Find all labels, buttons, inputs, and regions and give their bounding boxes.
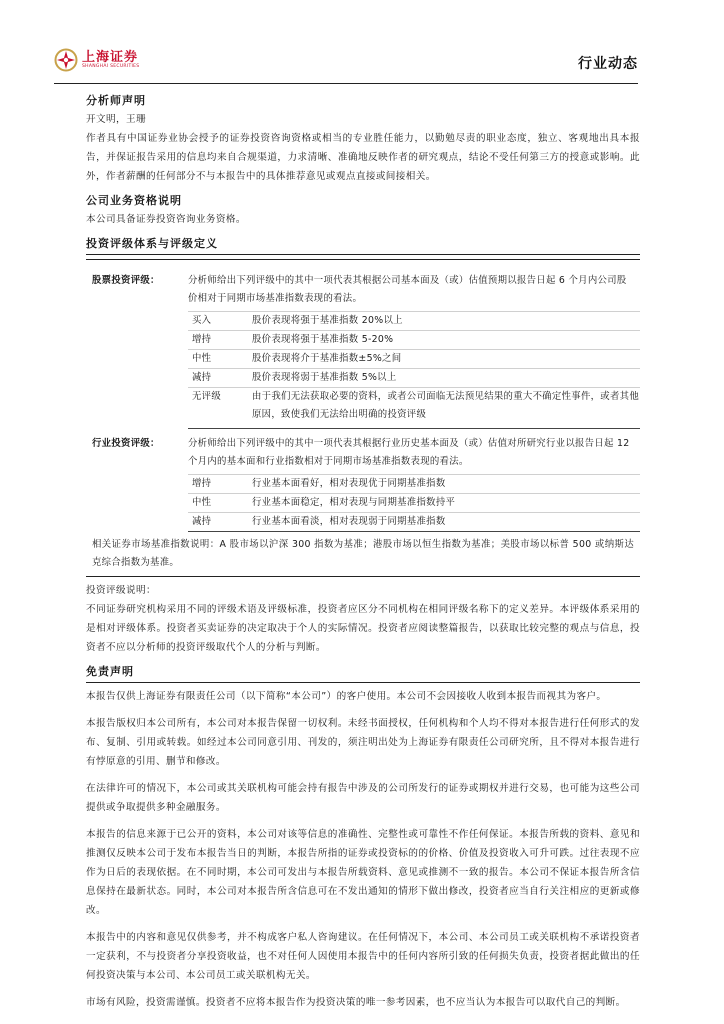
industry-rating-row (86, 429, 640, 475)
stock-grade-desc: 股价表现将弱于基准指数 5%以上 (252, 369, 640, 388)
industry-rating-description: 分析师给出下列评级中的其中一项代表其根据行业历史基本面及（或）估值对所研究行业以报告日起 12 个月内的基本面和行业指数相对于同期市场基准指数表现的看法。 (188, 429, 640, 475)
disclaimer-paragraph: 本报告仅供上海证券有限责任公司（以下简称“本公司”）的客户使用。本公司不会因接收人收到本报告而视其为客户。 (86, 691, 607, 702)
logo-name-en: SHANGHAI SECURITIES (82, 63, 140, 69)
industry-grade-desc: 行业基本面看淡，相对表现弱于同期基准指数 (252, 513, 640, 532)
stock-grade-desc: 股价表现将强于基准指数 20%以上 (252, 312, 640, 331)
disclaimer-title: 免责声明 (86, 663, 640, 683)
rating-system-title: 投资评级体系与评级定义 (86, 235, 640, 255)
qualification-text: 本公司具备证券投资咨询业务资格。 (86, 214, 246, 225)
industry-rating-label: 行业投资评级： (92, 437, 160, 449)
stock-rating-description: 分析师给出下列评级中的其中一项代表其根据公司基本面及（或）估值预期以报告日起 6 个月内公司股价相对于同期市场基准指数表现的看法。 (188, 266, 640, 312)
stock-grade-name: 中性 (188, 350, 252, 369)
disclaimer-paragraph: 本报告版权归本公司所有，本公司对本报告保留一切权利。未经书面授权，任何机构和个人均不得对本报告进行任何形式的发布、复制、引用或转载。如经过本公司同意引用、刊发的，须注明出处为上海证券有限责任公司研究所，且不得对本报告进行有悖原意的引用、删节和修改。 (86, 718, 640, 767)
rating-definitions-table (86, 259, 640, 577)
document-type-label: 行业动态 (578, 56, 638, 72)
disclaimer-paragraph: 本报告的信息来源于已公开的资料，本公司对该等信息的准确性、完整性或可靠性不作任何保证。本报告所载的资料、意见和推测仅反映本公司于发布本报告当日的判断，本报告所指的证券或投资标的的价格、价值及投资收入可升可跌。过往表现不应作为日后的表现依据。在不同时期，本公司可发出与本报告所载资料、意见或推测不一致的报告。本公司不保证本报告所含信息保持在最新状态。同时，本公司对本报告所含信息可在不发出通知的情形下做出修改，投资者应当自行关注相应的更新或修改。 (86, 829, 640, 916)
rating-note-title: 投资评级说明： (86, 585, 156, 596)
stock-grade-name: 无评级 (188, 388, 252, 429)
stock-rating-row (86, 266, 640, 312)
stock-grade-name: 增持 (188, 331, 252, 350)
benchmark-note: 相关证券市场基准指数说明：A 股市场以沪深 300 指数为基准；港股市场以恒生指数为基准；美股市场以标普 500 或纳斯达克综合指数为基准。 (86, 532, 640, 577)
logo-name-cn: 上海证券 (82, 49, 139, 65)
analyst-names: 开文明，王珊 (86, 114, 146, 125)
stock-grade-desc: 股价表现将介于基准指数±5%之间 (252, 350, 640, 369)
logo-mark-icon (54, 48, 78, 72)
stock-rating-label: 股票投资评级： (92, 275, 160, 286)
company-logo (54, 48, 139, 72)
header-divider (54, 83, 638, 84)
analyst-section-title: 分析师声明 (86, 94, 146, 107)
page-header (54, 44, 638, 84)
analyst-statement: 作者具有中国证券业协会授予的证券投资咨询资格或相当的专业胜任能力，以勤勉尽责的职业态度，独立、客观地出具本报告，并保证报告采用的信息均来自合规渠道，力求清晰、准确地反映作者的研究观点，结论不受任何第三方的授意或影响。此外，作者薪酬的任何部分不与本报告中的具体推荐意见或观点直接或间接相关。 (86, 133, 640, 182)
stock-grade-name: 买入 (188, 312, 252, 331)
industry-grade-desc: 行业基本面看好，相对表现优于同期基准指数 (252, 475, 640, 494)
industry-grade-name: 减持 (188, 513, 252, 532)
stock-grade-name: 减持 (188, 369, 252, 388)
disclaimer-paragraph: 本报告中的内容和意见仅供参考，并不构成客户私人咨询建议。在任何情况下，本公司、本公司员工或关联机构不承诺投资者一定获利，不与投资者分享投资收益，也不对任何人因使用本报告中的任何内容所引致的任何损失负责，投资者据此做出的任何投资决策与本公司、本公司员工或关联机构无关。 (86, 932, 640, 981)
industry-grade-name: 增持 (188, 475, 252, 494)
industry-grade-name: 中性 (188, 494, 252, 513)
rating-note-text: 不同证券研究机构采用不同的评级术语及评级标准，投资者应区分不同机构在相同评级名称下的定义差异。本评级体系采用的是相对评级体系。投资者买卖证券的决定取决于个人的实际情况。投资者应阅读整篇报告，以获取比较完整的观点与信息，投资者不应以分析师的投资评级取代个人的分析与判断。 (86, 604, 640, 653)
disclaimer-paragraph: 在法律许可的情况下，本公司或其关联机构可能会持有报告中涉及的公司所发行的证券或期权并进行交易，也可能为这些公司提供或争取提供多种金融服务。 (86, 783, 640, 813)
stock-grade-desc: 股价表现将强于基准指数 5-20% (252, 331, 640, 350)
industry-grade-desc: 行业基本面稳定，相对表现与同期基准指数持平 (252, 494, 640, 513)
stock-grade-desc: 由于我们无法获取必要的资料，或者公司面临无法预见结果的重大不确定性事件，或者其他原因，致使我们无法给出明确的投资评级 (252, 388, 640, 429)
qualification-section-title: 公司业务资格说明 (86, 194, 182, 207)
disclaimer-paragraph: 市场有风险，投资需谨慎。投资者不应将本报告作为投资决策的唯一参考因素，也不应当认为本报告可以取代自己的判断。 (86, 997, 626, 1008)
page-content (86, 92, 640, 1012)
